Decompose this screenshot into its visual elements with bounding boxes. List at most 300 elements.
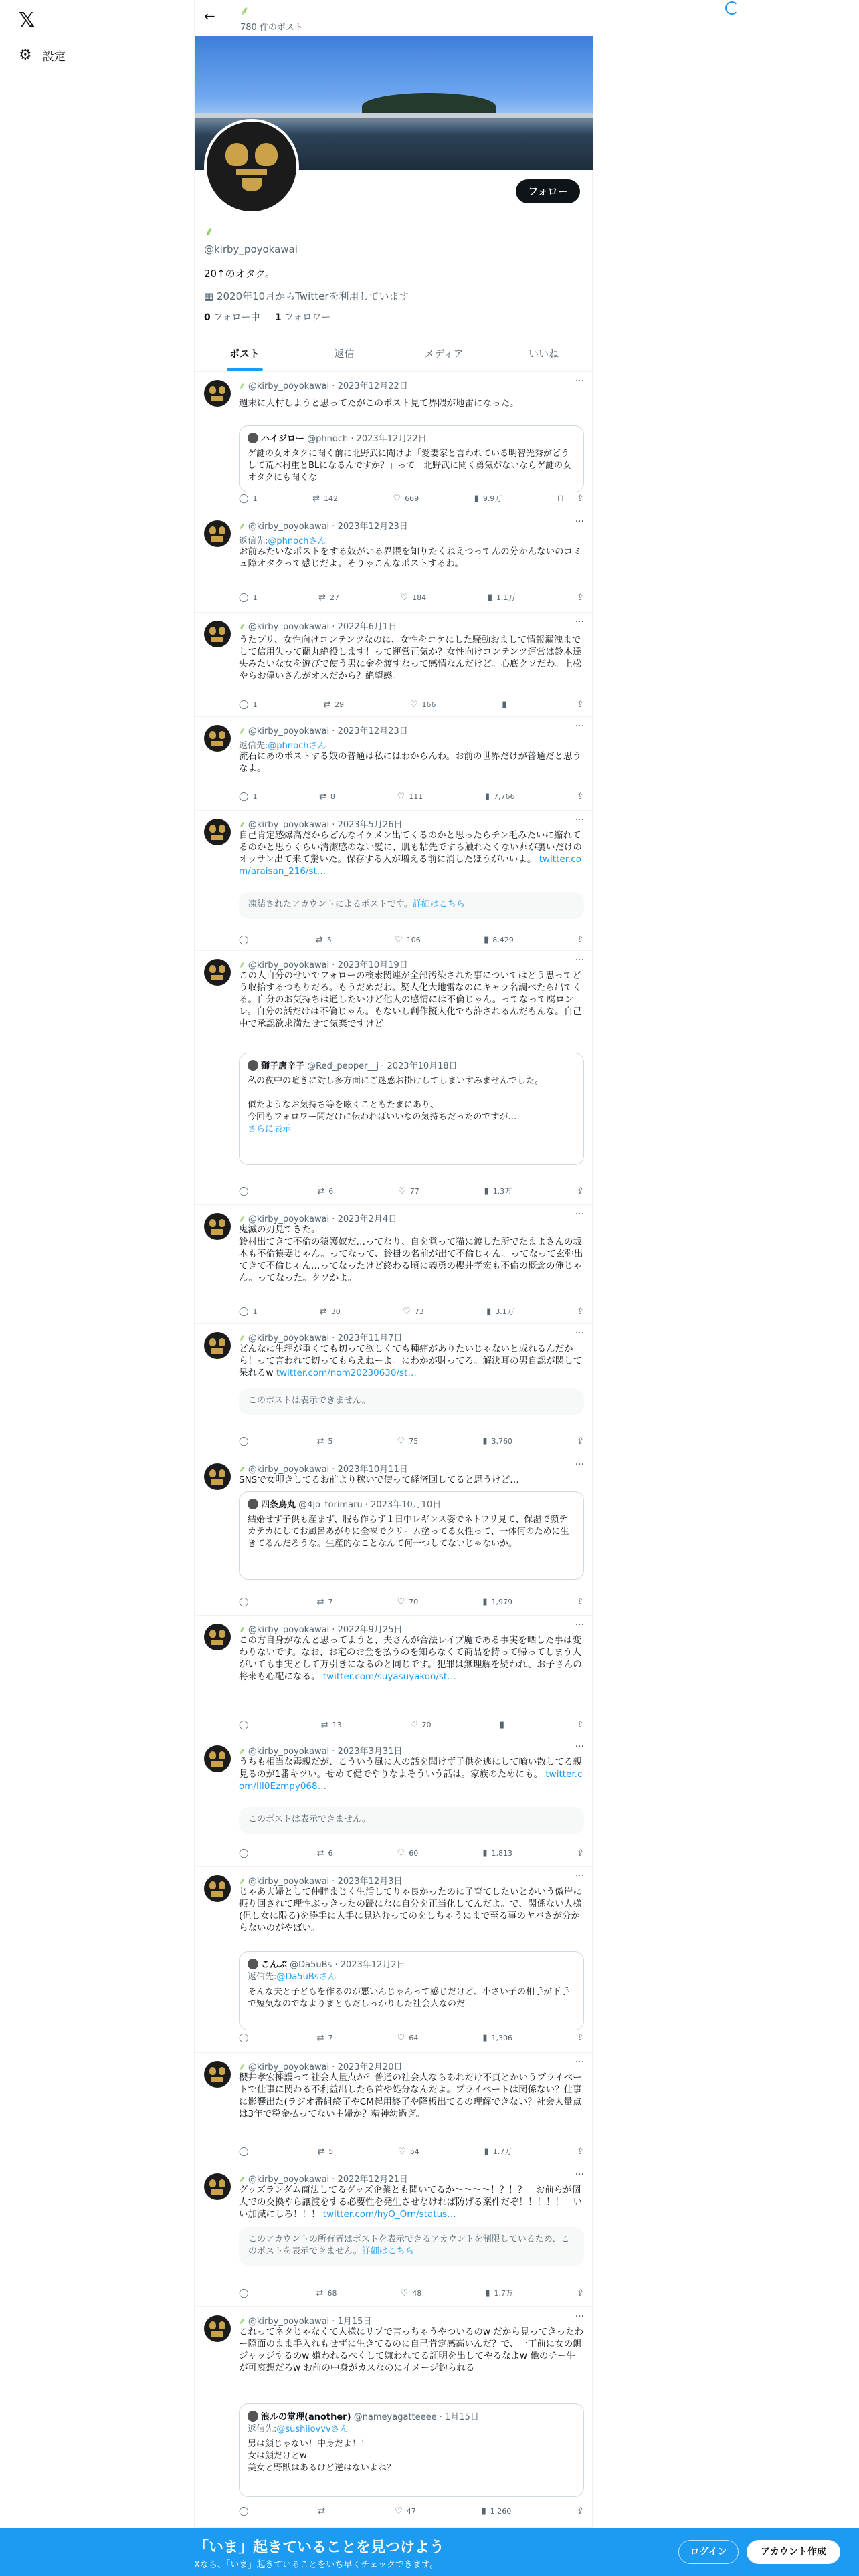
views-button[interactable] xyxy=(482,1847,512,1859)
tweet-text-content: SNSで女叩きしてるお前より稼いで使って経済回してると思うけど… xyxy=(239,1475,519,1485)
quote-handle: @Red_pepper__j xyxy=(307,1061,379,1071)
repost-count: 13 xyxy=(332,1720,342,1729)
repost-button[interactable] xyxy=(317,1847,333,1859)
quote-handle: @phnoch xyxy=(307,434,349,444)
tweet-actions xyxy=(239,1719,584,1731)
more-icon[interactable]: ··· xyxy=(575,1459,584,1470)
heart-icon: ♡ xyxy=(400,592,409,603)
tweet-header: ⸙ @kirby_poyokawai · 2022年6月1日 xyxy=(239,622,397,632)
more-icon[interactable]: ··· xyxy=(575,1620,584,1630)
quote-reply-label: 返信先: xyxy=(248,2424,277,2434)
quote-name: こんぶ xyxy=(261,1960,288,1970)
views-count: 3,760 xyxy=(491,1436,513,1446)
share-icon[interactable]: ⇪ xyxy=(577,1848,584,1858)
repost-button[interactable] xyxy=(319,790,335,802)
like-count: 106 xyxy=(406,935,421,944)
repost-button[interactable] xyxy=(318,591,339,603)
reply-icon: ◯ xyxy=(239,2288,249,2298)
tweet-date[interactable]: 2023年12月23日 xyxy=(337,726,408,736)
share-icon[interactable]: ⇪ xyxy=(577,592,584,603)
leaf-icon: ⸙ xyxy=(239,1876,248,1887)
share-icon[interactable]: ⇪ xyxy=(577,699,584,710)
tweet-date[interactable]: 2023年12月22日 xyxy=(337,381,408,391)
quote-header: 浪ルの堂理(another) @nameyagatteeee · 1月15日 xyxy=(248,2411,575,2424)
tweet[interactable] xyxy=(195,512,593,613)
more-icon[interactable]: ··· xyxy=(575,617,584,627)
avatar[interactable] xyxy=(204,1463,231,1490)
repost-icon: ⇄ xyxy=(316,2288,324,2298)
notice-link[interactable]: 詳細はこちら xyxy=(412,899,465,909)
share-icon[interactable]: ⇪ xyxy=(577,1186,584,1196)
tweet-text xyxy=(239,546,584,570)
reply-button[interactable] xyxy=(239,698,258,710)
views-button[interactable] xyxy=(485,790,515,802)
avatar[interactable] xyxy=(204,1332,231,1359)
avatar[interactable] xyxy=(204,959,231,986)
like-button[interactable] xyxy=(403,1305,424,1317)
leaf-icon: ⸙ xyxy=(239,1465,248,1475)
repost-icon: ⇄ xyxy=(316,1436,324,1446)
like-button[interactable] xyxy=(395,934,421,946)
tweet-text xyxy=(239,397,584,409)
like-count: 77 xyxy=(409,1186,419,1196)
leaf-icon: ⸙ xyxy=(239,1625,248,1635)
bookmark-icon[interactable]: ⊓ xyxy=(557,493,565,504)
reply-icon: ◯ xyxy=(239,699,249,710)
avatar[interactable] xyxy=(204,1213,231,1240)
tweet-link[interactable]: twitter.com/suyasuyakoo/st… xyxy=(322,1671,456,1682)
x-logo-icon[interactable]: 𝕏 xyxy=(19,9,35,32)
reply-icon: ◯ xyxy=(239,1596,249,1607)
tweet-date[interactable]: 2023年3月31日 xyxy=(337,1747,403,1757)
repost-button[interactable] xyxy=(312,492,338,504)
tweet-text-content: この方自身がなんと思ってようと、夫さんが合法レイプ魔である事実を晒した事は変わりないです。なお、お宅のお金を払うのを知らなくて商品を持って帰ってしまう人がいても事実として万引きになるのと同じです。犯罪は無理解を疑われ、お子さんの将来も心配になる。 xyxy=(239,1635,582,1682)
reply-button[interactable] xyxy=(239,2145,253,2157)
more-icon[interactable]: ··· xyxy=(575,2169,584,2180)
heart-icon: ♡ xyxy=(398,1186,406,1196)
notice-link[interactable]: 詳細はこちら xyxy=(361,2246,414,2256)
like-count: 73 xyxy=(414,1307,424,1316)
tweet-handle[interactable]: @kirby_poyokawai xyxy=(248,2317,330,2327)
repost-button[interactable] xyxy=(316,2287,337,2299)
more-icon[interactable]: ··· xyxy=(575,1328,584,1339)
tweet-text xyxy=(239,634,584,682)
tweet-link[interactable]: twitter.com/III0Ezmpy068… xyxy=(239,1769,583,1792)
avatar[interactable] xyxy=(204,520,231,547)
tweet-date[interactable]: 2023年10月19日 xyxy=(337,960,408,970)
tweet[interactable] xyxy=(195,717,593,811)
tweet-handle[interactable]: @kirby_poyokawai xyxy=(248,1333,330,1344)
reply-count: 1 xyxy=(252,700,258,709)
more-icon[interactable]: ··· xyxy=(575,516,584,527)
tweet-date[interactable]: 2023年11月7日 xyxy=(337,1333,403,1344)
like-button[interactable] xyxy=(395,2505,416,2517)
heart-icon: ♡ xyxy=(400,2288,409,2298)
quote-name: 浪ルの堂理(another) xyxy=(261,2412,351,2422)
heart-icon: ♡ xyxy=(395,2506,403,2516)
repost-count: 68 xyxy=(327,2288,337,2298)
tab-posts[interactable]: ポスト xyxy=(195,336,294,371)
tweet-date[interactable]: 2023年12月23日 xyxy=(337,522,408,532)
quote-tweet[interactable] xyxy=(239,2403,584,2497)
repost-button[interactable] xyxy=(317,2032,333,2044)
repost-button[interactable] xyxy=(317,1596,333,1608)
tweet-handle[interactable]: @kirby_poyokawai xyxy=(248,820,330,830)
tweet[interactable] xyxy=(195,1737,593,1867)
tweet-header: ⸙ @kirby_poyokawai · 2023年12月23日 xyxy=(239,726,408,736)
avatar[interactable] xyxy=(204,819,231,845)
quote-reply-label: 返信先: xyxy=(248,1972,277,1982)
tweet-date[interactable]: 2023年2月20日 xyxy=(337,2062,403,2072)
tweet-date[interactable]: 2023年12月3日 xyxy=(337,1876,403,1887)
reply-button[interactable] xyxy=(239,2287,253,2299)
repost-button[interactable] xyxy=(323,698,344,710)
tweet[interactable] xyxy=(195,2165,593,2307)
repost-icon: ⇄ xyxy=(319,791,327,802)
views-icon: ▮ xyxy=(487,592,493,603)
repost-icon: ⇄ xyxy=(323,699,331,710)
more-icon[interactable]: ··· xyxy=(575,2057,584,2068)
repost-button[interactable] xyxy=(320,1305,341,1317)
tweet-header: ⸙ @kirby_poyokawai · 2023年10月11日 xyxy=(239,1465,408,1475)
tweet[interactable] xyxy=(195,613,593,717)
share-icon[interactable]: ⇪ xyxy=(577,2506,584,2516)
reply-icon: ◯ xyxy=(239,1186,249,1196)
tweet-actions xyxy=(239,1847,584,1859)
tweet-actions xyxy=(239,698,584,710)
share-icon[interactable]: ⇪ xyxy=(577,2032,584,2043)
views-button[interactable] xyxy=(474,492,502,504)
share-buttons xyxy=(577,1305,584,1317)
more-icon[interactable]: ··· xyxy=(575,955,584,966)
tweet-actions xyxy=(239,591,584,603)
tweet[interactable] xyxy=(195,1455,593,1616)
reply-icon: ◯ xyxy=(239,1436,249,1446)
views-count: 1.1万 xyxy=(496,593,516,602)
tweet-date[interactable]: 2023年5月26日 xyxy=(337,820,403,830)
tweet-handle[interactable]: @kirby_poyokawai xyxy=(248,522,330,532)
views-button[interactable] xyxy=(484,934,514,946)
views-button[interactable] xyxy=(488,591,516,603)
views-icon: ▮ xyxy=(485,2288,490,2298)
views-button[interactable] xyxy=(482,2032,512,2044)
followers-link[interactable] xyxy=(275,312,331,323)
tab-likes[interactable]: いいね xyxy=(528,348,559,360)
share-icon[interactable]: ⇪ xyxy=(577,1436,584,1446)
tweet-date[interactable]: 2022年6月1日 xyxy=(337,622,397,632)
tweet-handle[interactable]: @kirby_poyokawai xyxy=(248,1876,330,1887)
reply-button[interactable] xyxy=(239,1596,253,1608)
tweet-actions xyxy=(239,2145,584,2157)
tweet-text-content: 鬼滅の刃見てきた。 鈴村出てきて不倫の猿護奴だ…ってなり、自を覚って猫に渡した所でたまよさんの坂本も不倫猿妻じゃん。ってなって、鈴掛の名前が出て不倫じゃん。ってなって玄弥出てきて不倫じゃん…ってなったけど終わる頃に義勇の櫻井孝宏も不倫の概念の俺じゃん。ってなった。クソかよ。 xyxy=(239,1224,583,1283)
views-icon: ▮ xyxy=(484,934,489,945)
views-button[interactable] xyxy=(485,2287,513,2299)
views-button[interactable] xyxy=(482,2505,512,2517)
views-button[interactable] xyxy=(484,1185,512,1197)
like-button[interactable] xyxy=(393,492,419,504)
tweet-text-content: うちも相当な毒親だが、こういう風に人の話を聞けず子供を逃にして喰い散してる親見るのが1番キツい。せめて健でやりなよそういう話は。家族のためにも。 xyxy=(239,1757,582,1780)
profile-avatar[interactable] xyxy=(204,119,299,214)
quote-tweet[interactable] xyxy=(239,425,584,492)
quote-name: 四条鳥丸 xyxy=(261,1500,296,1510)
tweet-date[interactable]: 2022年12月21日 xyxy=(337,2175,408,2185)
reply-icon: ◯ xyxy=(239,791,249,802)
tweet-text-content: これってネタじゃなくて人様にリプで言っちゃうやついるのw だから見ってきったわー際面のまま手入れもせずに生きてるのに自己肯定感高いんだ？で、一丁前に女の餌ジャッジするのw 嫌われるべくして嫌われてる証明を出してやるなよw 他のチー牛が可哀想だろw お前の中身がカスなのにイメージ釣られる xyxy=(239,2327,584,2373)
signup-button[interactable]: アカウント作成 xyxy=(747,2540,840,2564)
repost-icon: ⇄ xyxy=(316,2032,324,2043)
back-arrow-icon[interactable]: ← xyxy=(204,8,215,24)
quote-tweet[interactable] xyxy=(239,1951,584,2030)
like-button[interactable] xyxy=(397,1435,419,1447)
share-icon[interactable]: ⇪ xyxy=(577,1719,584,1730)
avatar[interactable] xyxy=(204,2061,231,2088)
reply-button[interactable] xyxy=(239,1305,258,1317)
avatar[interactable] xyxy=(204,2173,231,2200)
views-button[interactable] xyxy=(500,1719,508,1731)
like-button[interactable] xyxy=(410,698,436,710)
share-buttons xyxy=(577,790,584,802)
reply-button[interactable] xyxy=(239,1185,253,1197)
quote-date: 2023年10月10日 xyxy=(371,1500,442,1510)
tweet[interactable] xyxy=(195,1616,593,1737)
more-icon[interactable]: ··· xyxy=(575,2311,584,2322)
like-button[interactable] xyxy=(397,1596,419,1608)
like-button[interactable] xyxy=(398,1185,419,1197)
like-button[interactable] xyxy=(401,2287,422,2299)
avatar[interactable] xyxy=(204,2315,231,2342)
repost-button[interactable] xyxy=(318,2505,329,2517)
more-icon[interactable]: ··· xyxy=(575,815,584,825)
views-icon: ▮ xyxy=(474,493,479,504)
tweet[interactable] xyxy=(195,1324,593,1455)
repost-count: 5 xyxy=(328,1436,333,1446)
tweet[interactable] xyxy=(195,951,593,1205)
tweet-date[interactable]: 2023年10月11日 xyxy=(337,1465,408,1475)
tweet-header: ⸙ @kirby_poyokawai · 1月15日 xyxy=(239,2317,372,2327)
reply-button[interactable] xyxy=(239,591,258,603)
like-button[interactable] xyxy=(397,790,423,802)
repost-icon: ⇄ xyxy=(315,934,323,945)
reply-button[interactable] xyxy=(239,790,258,802)
notice-text: このポストは表示できません。 xyxy=(248,1396,371,1406)
repost-count: 6 xyxy=(328,1848,333,1858)
tweet-link[interactable]: twitter.com/araisan_216/st… xyxy=(239,854,581,877)
tweet-handle[interactable]: @kirby_poyokawai xyxy=(248,1747,330,1757)
reply-count: 1 xyxy=(252,593,258,602)
profile-handle: @kirby_poyokawai xyxy=(204,243,298,255)
like-count: 166 xyxy=(421,700,436,709)
views-button[interactable] xyxy=(484,2145,512,2157)
repost-count: 30 xyxy=(330,1307,341,1316)
like-count: 60 xyxy=(409,1848,419,1858)
reply-button[interactable] xyxy=(239,2505,253,2517)
tweet-handle[interactable]: @kirby_poyokawai xyxy=(248,1465,330,1475)
more-icon[interactable]: ··· xyxy=(575,376,584,387)
reply-button[interactable] xyxy=(239,934,253,946)
reply-icon: ◯ xyxy=(239,2146,249,2157)
leaf-icon: ⸙ xyxy=(239,960,248,970)
repost-button[interactable] xyxy=(317,2145,333,2157)
views-button[interactable] xyxy=(482,1596,512,1608)
following-link[interactable] xyxy=(204,312,260,323)
share-buttons xyxy=(577,934,584,946)
settings-link[interactable] xyxy=(19,47,66,64)
tweet-handle[interactable]: @kirby_poyokawai xyxy=(248,726,330,736)
reply-icon: ◯ xyxy=(239,2032,249,2043)
share-icon[interactable]: ⇪ xyxy=(577,2146,584,2157)
reply-button[interactable] xyxy=(239,2032,253,2044)
avatar[interactable] xyxy=(204,1624,231,1650)
views-icon: ▮ xyxy=(481,2506,486,2516)
heart-icon: ♡ xyxy=(397,1436,405,1446)
quote-date: 2023年12月22日 xyxy=(356,434,427,444)
views-count: 7,766 xyxy=(494,792,515,801)
views-icon: ▮ xyxy=(482,1436,488,1446)
repost-button[interactable] xyxy=(317,1435,333,1447)
tweet-date[interactable]: 2023年2月4日 xyxy=(337,1214,397,1224)
avatar[interactable] xyxy=(204,621,231,647)
tweet-handle[interactable]: @kirby_poyokawai xyxy=(248,2062,330,2072)
views-icon: ▮ xyxy=(499,1719,504,1730)
tweet[interactable] xyxy=(195,2053,593,2165)
reply-count: 1 xyxy=(252,792,258,801)
reply-to-link[interactable]: @phnochさん xyxy=(268,741,326,751)
repost-icon: ⇄ xyxy=(318,592,326,603)
repost-count: 29 xyxy=(335,700,345,709)
heart-icon: ♡ xyxy=(397,2032,405,2043)
quote-text: ゲ謎の女オタクに聞く前に北野武に聞けよ「愛妻家と言われている明智光秀がどうして荒木村重とBLになるんですか？」って 北野武に聞く勇気がないならゲ謎の女オタクにも聞くな xyxy=(248,449,572,483)
reply-button[interactable] xyxy=(239,1435,253,1447)
reply-icon: ◯ xyxy=(239,1306,249,1317)
like-count: 48 xyxy=(412,2288,422,2298)
share-icon[interactable]: ⇪ xyxy=(577,1306,584,1317)
views-button[interactable] xyxy=(482,1435,512,1447)
notice-text: このポストは表示できません。 xyxy=(248,1814,371,1824)
reply-button[interactable] xyxy=(239,1719,253,1731)
tweet-handle[interactable]: @kirby_poyokawai xyxy=(248,1625,330,1635)
like-button[interactable] xyxy=(410,1719,432,1731)
avatar[interactable] xyxy=(204,1745,231,1772)
views-icon: ▮ xyxy=(482,2032,488,2043)
heart-icon: ♡ xyxy=(409,699,418,710)
profile-bio: 20↑のオタク。 xyxy=(204,267,276,280)
tweet-header: ⸙ @kirby_poyokawai · 2023年5月26日 xyxy=(239,820,403,830)
login-button[interactable]: ログイン xyxy=(678,2540,739,2564)
share-icon[interactable]: ⇪ xyxy=(577,493,584,504)
share-buttons xyxy=(577,2505,584,2517)
tweet[interactable] xyxy=(195,372,593,512)
avatar[interactable] xyxy=(204,1875,231,1902)
tweet-date[interactable]: 2022年9月25日 xyxy=(337,1625,403,1635)
more-icon[interactable]: ··· xyxy=(575,1209,584,1220)
tweet-text-content: うたプリ、女性向けコンテンツなのに、女性をコケにした騒動おまして情報漏洩までして信用失って蘭丸絶役します！って運営正気か？女性向けコンテンツ運営は鈴木達央みたいな女を遊びで使う男に金を渡すなって感情なんだけど。心底クソだわ。上松やらお偉いさんがオスだから？絶望感。 xyxy=(239,635,582,681)
tweet-handle[interactable]: @kirby_poyokawai xyxy=(248,960,330,970)
tweet[interactable] xyxy=(195,2307,593,2528)
tweet[interactable] xyxy=(195,811,593,951)
reply-button[interactable] xyxy=(239,1847,253,1859)
left-nav xyxy=(0,0,194,2576)
avatar[interactable] xyxy=(204,725,231,752)
tweet-text-content: お前みたいなポストをする奴がいる界隈を知りたくねえつってんの分かんないのコミュ障オタクって感じだよ。そりゃこんなポストするわ。 xyxy=(239,546,582,569)
tweet-date[interactable]: 1月15日 xyxy=(337,2317,372,2327)
views-button[interactable] xyxy=(502,698,510,710)
like-count: 70 xyxy=(409,1597,419,1606)
reply-label: 返信先: xyxy=(239,741,268,751)
more-icon[interactable]: ··· xyxy=(575,1871,584,1882)
quote-reply-link: @Da5uBsさん xyxy=(276,1972,337,1982)
share-buttons xyxy=(577,2287,584,2299)
tweet-actions xyxy=(239,1596,584,1608)
share-buttons xyxy=(557,492,584,504)
tweet-handle[interactable]: @kirby_poyokawai xyxy=(248,622,330,632)
share-buttons xyxy=(577,1847,584,1859)
quote-tweet[interactable] xyxy=(239,1491,584,1580)
emblem-icon xyxy=(221,136,282,197)
tweet-text-content: どんなに生理が重くても切って欲しくても種痛がありたいじゃないと成れるんだから！って言われて切ってもらえねーよ。にわかが財ってろ。解決耳の男自認が関して呆れるw xyxy=(239,1344,582,1378)
views-button[interactable] xyxy=(486,1305,514,1317)
reply-to-link[interactable]: @phnochさん xyxy=(268,536,326,546)
follow-button[interactable]: フォロー xyxy=(516,179,580,203)
like-button[interactable] xyxy=(401,591,427,603)
tweet-handle[interactable]: @kirby_poyokawai xyxy=(248,1214,330,1224)
share-icon[interactable]: ⇪ xyxy=(577,934,584,945)
unavailable-notice xyxy=(239,892,584,919)
reply-icon: ◯ xyxy=(239,1719,249,1730)
share-buttons xyxy=(577,1596,584,1608)
like-button[interactable] xyxy=(398,2145,419,2157)
tab-media[interactable]: メディア xyxy=(424,348,464,360)
tweet-handle[interactable]: @kirby_poyokawai xyxy=(248,2175,330,2185)
reply-icon: ◯ xyxy=(239,1848,249,1858)
leaf-icon: ⸙ xyxy=(239,820,248,830)
tweet-text xyxy=(239,829,584,877)
tweet-link[interactable]: twitter.com/nom20230630/st… xyxy=(276,1368,417,1378)
repost-count: 27 xyxy=(330,593,340,602)
more-icon[interactable]: ··· xyxy=(575,1741,584,1752)
share-icon[interactable]: ⇪ xyxy=(577,791,584,802)
leaf-icon: ⸙ xyxy=(239,2062,248,2072)
leaf-icon: ⸙ xyxy=(239,622,248,632)
like-button[interactable] xyxy=(397,1847,419,1859)
repost-button[interactable] xyxy=(317,1185,333,1197)
tweet-header: ⸙ @kirby_poyokawai · 2022年12月21日 xyxy=(239,2175,408,2185)
tweet[interactable] xyxy=(195,1867,593,2053)
repost-button[interactable] xyxy=(316,934,332,946)
tweet-actions xyxy=(239,492,584,504)
tab-replies[interactable]: 返信 xyxy=(334,348,355,360)
share-icon[interactable]: ⇪ xyxy=(577,1596,584,1607)
repost-button[interactable] xyxy=(321,1719,342,1731)
more-icon[interactable]: ··· xyxy=(575,721,584,732)
settings-label: 設定 xyxy=(42,50,66,64)
tweet-handle[interactable]: @kirby_poyokawai xyxy=(248,381,330,391)
quote-tweet[interactable] xyxy=(239,1053,584,1165)
tweet-link[interactable]: twitter.com/hyO_Orn/status… xyxy=(322,2209,456,2220)
profile-stats xyxy=(204,310,330,324)
avatar[interactable] xyxy=(204,380,231,407)
leaf-icon: ⸙ xyxy=(239,2175,248,2185)
quote-reply-link: @sushiiovvvさん xyxy=(276,2424,349,2434)
show-more-link[interactable]: さらに表示 xyxy=(248,1124,292,1134)
heart-icon: ♡ xyxy=(395,934,403,945)
tweet-actions xyxy=(239,790,584,802)
share-icon[interactable]: ⇪ xyxy=(577,2288,584,2298)
quote-header: こんぶ @Da5uBs · 2023年12月2日 xyxy=(248,1959,575,1971)
like-button[interactable] xyxy=(397,2032,419,2044)
tweet[interactable] xyxy=(195,1205,593,1324)
leaf-icon: ⸙ xyxy=(239,726,248,736)
reply-button[interactable] xyxy=(239,492,258,504)
